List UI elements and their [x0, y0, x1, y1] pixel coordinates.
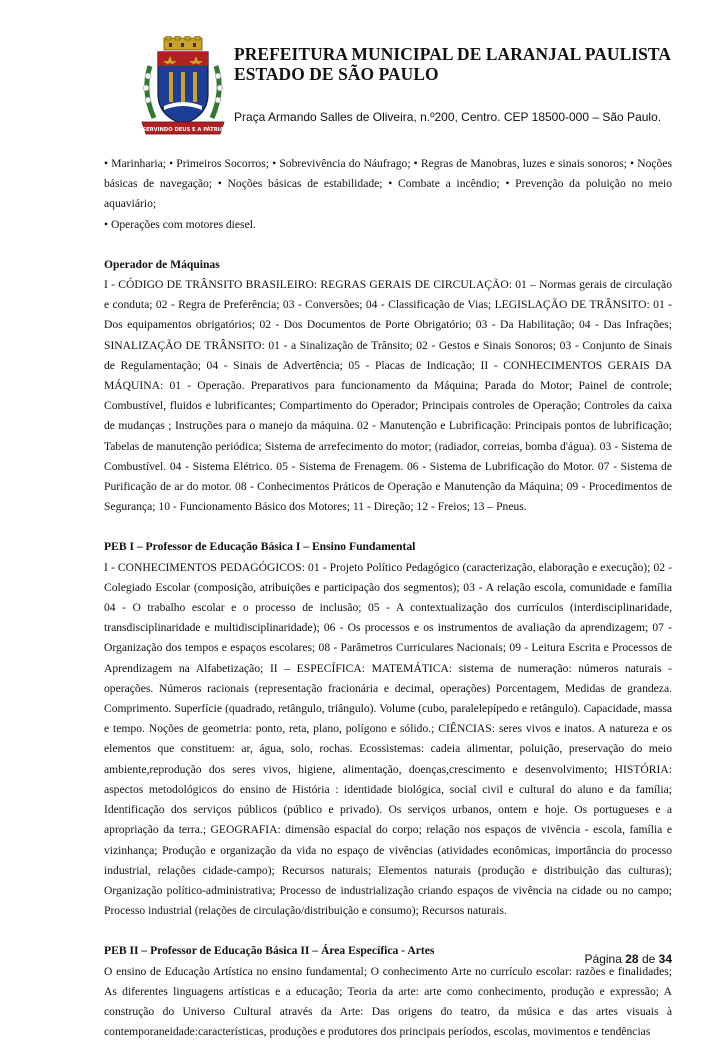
page-header — [0, 0, 728, 140]
section-body-peb2: O ensino de Educação Artística no ensino fundamental; O conhecimento Arte no currículo escolar: razões e finalidades; As diferentes linguagens artísticas e a educação; Teoria da arte: arte como conhecimento, produção e expressão; A construção do Universo Cultural através da Arte: Das origens do teatro, da música e das artes visuais à contemporaneidade:características, produções e produtores dos principais períodos, escolas, movimentos e tendências — [104, 964, 672, 1039]
section-spacer — [104, 517, 672, 537]
municipal-crest-icon — [136, 36, 230, 136]
section-heading-peb1: PEB I – Professor de Educação Básica I – Ensino Fundamental — [104, 540, 416, 554]
page-word: Página — [584, 952, 622, 966]
crest-motto: SERVINDO DEUS E A PÁTRIA — [142, 127, 224, 133]
section-body-operador: I - CÓDIGO DE TRÂNSITO BRASILEIRO: REGRAS GERAIS DE CIRCULAÇÃO: 01 – Normas gerais de circulação e conduta; 02 - Regra de Preferência; 03 - Conversões; 04 - Classificação de Vias; LEGISLAÇÃO DE TRÂNSITO: 01 - Dos equipamentos obrigatórios; 02 - Dos Documentos de Porte Obrigatório; 03 - Da Habilitação; 04 - Das Infrações; SINALIZAÇÃO DE TRÂNSITO: 01 - a Sinalização de Trânsito; 02 - Gestos e Sinais Sonoros; 03 - Conjunto de Sinais de Regulamentação; 04 - Sinais de Advertência; 05 - Placas de Indicação; II - CONHECIMENTOS GERAIS DA MÁQUINA: 01 - Operação. Preparativos para funcionamento da Máquina; Parada do Motor; Painel de controle; Combustível, fluidos e lubrificantes; Compartimento do Operador; Principais controles de Operação; Controles da caixa de mudanças ; Instruções para o manejo da máquina. 02 - Manutenção e Lubrificação: Principais pontos de lubrificação; Tabelas de manutenção periódica; Sistema de arrefecimento do motor; (radiador, correias, bomba d'água). 03 - Sistema de Combustível. 04 - Sistema Elétrico. 05 - Sistema de Frenagem. 06 - Sistema de Lubrificação do Motor. 07 - Sistema de Purificação de ar do motor. 08 - Conhecimentos Práticos de Operação e Manutenção da Máquina; 09 - Procedimentos de Segurança; 10 - Funcionamento Básico dos Motores; 11 - Direção; 12 - Freios; 13 – Pneus. — [104, 278, 672, 514]
of-word: de — [641, 952, 656, 966]
section-spacer — [104, 921, 672, 941]
page-total: 34 — [658, 952, 672, 966]
page-number — [585, 952, 672, 966]
section-body-peb1: I - CONHECIMENTOS PEDAGÓGICOS: 01 - Projeto Político Pedagógico (caracterização, elaboração e execução); 02 - Colegiado Escolar (composição, atribuições e participação dos segmentos); 03 - A relação escola, comunidade e família 04 - O trabalho escolar e o processo de inclusão; 05 - A contextualização dos currículos (interdisciplinaridade, transdisciplinaridade e multidisciplinaridade); 06 - Os processos e os instrumentos de avaliação da aprendizagem; 07 - Organização dos tempos e espaços escolares; 08 - Parâmetros Curriculares Nacionais; 09 - Leitura Escrita e Processos de Aprendizagem na Alfabetização; II – ESPECÍFICA: MATEMÁTICA: sistema de numeração: números naturais - operações. Números racionais (representação fracionária e decimal, operações) Porcentagem, Medidas de grandeza. Comprimento. Superfície (quadrado, retângulo, triângulo). Volume (cubo, paralelepípedo e retângulo). Capacidade, massa e tempo. Noções de geometria: ponto, reta, plano, polígono e sólido.; CIÊNCIAS: seres vivos e inatos. A natureza e os elementos que constituem: ar, água, solo, rochas. Ecossistemas: cadeia alimentar, poluição, preservação do meio ambiente,reprodução dos seres vivos, higiene, alimentação, doenças,crescimento e desenvolvimento; HISTÓRIA: aspectos metodológicos do ensino de História : identidade biológica, social civil e cultural do aluno e da família; Identificação dos serviços públicos (público e privado). Os serviços urbanos, ontem e hoje. Os portugueses e a apropriação da terra.; GEOGRAFIA: dimensão espacial do corpo; relação nos espaços de vivência - escola, família e vizinhança; Produção e organização da vida no espaço de vivências (atividades econômicas, importância do processo industrial, relações cidade-campo); Recursos naturais; Elementos naturais (produção e distribuição das culturas); Organização político-administrativa; Processo de industrialização criando espaços de vivência na cidade ou no campo; Processo industrial (relações de circulação/distribuição e consumo); Recursos naturais. — [104, 560, 672, 918]
section-spacer — [104, 235, 672, 255]
document-body — [104, 154, 672, 1042]
intro-paragraph: • Operações com motores diesel. — [104, 217, 256, 231]
page-current: 28 — [625, 952, 639, 966]
intro-paragraph: • Marinharia; • Primeiros Socorros; • Sobrevivência do Náufrago; • Regras de Manobras, luzes e sinais sonoros; • Noções básicas de navegação; • Noções básicas de estabilidade; • Combate a incêndio; • Prevenção da poluição no meio aquaviário; — [104, 157, 672, 211]
page-title-line2: ESTADO DE SÃO PAULO — [234, 64, 439, 84]
section-heading-operador: Operador de Máquinas — [104, 257, 220, 271]
page-title-line1: PREFEITURA MUNICIPAL DE LARANJAL PAULISTA — [234, 44, 671, 64]
header-address: Praça Armando Salles de Oliveira, n.º200, Centro. CEP 18500-000 – São Paulo. — [234, 110, 662, 124]
section-heading-peb2: PEB II – Professor de Educação Básica II – Área Específica - Artes — [104, 944, 435, 958]
